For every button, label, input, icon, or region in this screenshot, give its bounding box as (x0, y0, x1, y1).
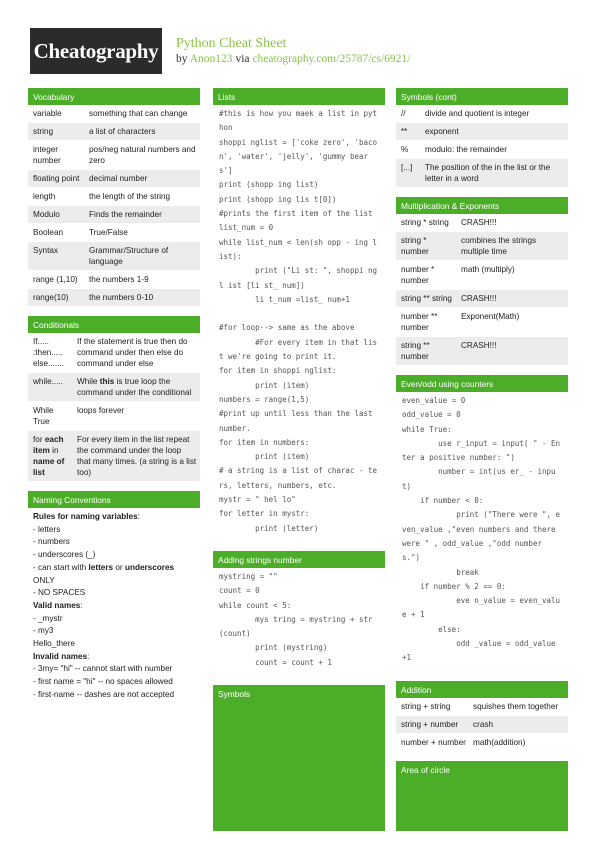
table-row (28, 271, 200, 289)
row-value: The position of the in the list or the letter in a word (425, 163, 551, 183)
row-key: string (33, 127, 54, 136)
table-row (396, 337, 568, 366)
row-value: loops forever (77, 406, 125, 415)
row-key: range(10) (33, 293, 69, 302)
text-line: - first name = "hi" -- no spaces allowed (33, 677, 173, 687)
code-line: mys tring = mystring + str(count) (219, 614, 373, 639)
addition-section (396, 681, 568, 752)
code-line: odd _value = odd_value +1 (402, 639, 561, 663)
code-line: break (402, 567, 479, 577)
even-odd-code-block (396, 392, 568, 672)
code-line: mystr = " hel lo" (219, 495, 296, 505)
bold-text: Invalid names (33, 651, 88, 661)
code-line: print ("Li st: ", shoppi ngl ist [li st_ num]) (219, 266, 378, 290)
symbols-section (213, 685, 385, 831)
table-row (396, 214, 568, 232)
row-key: number * number (401, 265, 435, 285)
row-key: number ** number (401, 312, 438, 332)
table-row (28, 373, 200, 402)
row-key: [...] (401, 163, 413, 172)
table-row (28, 333, 200, 373)
section-title: Symbols (218, 688, 251, 699)
code-line: list_num = 0 (219, 223, 274, 233)
code-line: for item in shoppi nglist: (219, 366, 337, 376)
text-run: : (137, 512, 140, 521)
code-line: odd_value = 0 (402, 410, 461, 420)
table-row (396, 308, 568, 337)
code-line: count = 0 (219, 586, 260, 596)
section-header (213, 685, 385, 702)
row-value: math (multiply) (461, 265, 515, 274)
row-key: integer number (33, 145, 61, 165)
byline (176, 53, 410, 65)
table-row (396, 261, 568, 290)
row-key: Syntax (33, 246, 59, 255)
section-title: Addition (401, 684, 432, 695)
text-line (33, 562, 195, 587)
section-title: Conditionals (33, 320, 80, 330)
cheatography-logo[interactable]: Cheatography (30, 28, 162, 74)
text-line: - 3my= "hi" -- cannot start with number (33, 664, 173, 674)
code-line: else: (402, 624, 461, 634)
table-row (396, 734, 568, 752)
table-row (28, 105, 200, 123)
code-line: eve n_value = even_value + 1 (402, 596, 561, 620)
row-value: exponent (425, 127, 459, 136)
table-row (28, 402, 200, 431)
table-row (28, 206, 200, 224)
row-value: divide and quotient is integer (425, 109, 530, 118)
table-row (28, 224, 200, 242)
row-value: crash (473, 719, 494, 729)
text-run: : (80, 600, 83, 610)
conditionals-table (28, 333, 200, 482)
code-line: li t_num =list_ num+1 (219, 294, 350, 304)
code-line: print (letter) (219, 523, 319, 533)
row-value: a list of characters (89, 127, 156, 136)
code-line: print (shopp ing list) (219, 180, 319, 190)
text-run: for (33, 435, 45, 444)
section-header (396, 375, 568, 392)
row-key: string ** string (401, 294, 452, 303)
text-line: Hello_there (33, 639, 75, 649)
text-line: - underscores (_) (33, 550, 96, 560)
text-line (33, 600, 195, 613)
row-key: string * number (401, 236, 429, 256)
row-key: Modulo (33, 210, 60, 219)
via-label: via (235, 53, 250, 65)
code-line: mystring = "" (219, 571, 278, 581)
multiplication-table (396, 214, 568, 366)
section-title: Adding strings number (218, 554, 302, 565)
text-run: is true loop the command under the conditional (77, 377, 192, 397)
section-title: Even/odd using counters (401, 379, 494, 389)
section-title: Naming Conventions (33, 495, 111, 505)
row-value: the numbers 1-9 (89, 275, 149, 284)
vocabulary-section (28, 88, 200, 307)
lists-section (213, 88, 385, 542)
table-row (396, 698, 568, 716)
code-line: for item in numbers: (219, 437, 310, 447)
code-line: #print up until less than the last number. (219, 409, 378, 433)
section-header (213, 551, 385, 568)
symbols-cont-table (396, 105, 568, 188)
text-line: - first-name -- dashes are not accepted (33, 689, 175, 699)
row-value: Grammar/Structure of language (89, 246, 169, 266)
even-odd-section (396, 375, 568, 672)
section-header (396, 681, 568, 698)
text-line (33, 651, 195, 664)
section-title: Multiplication & Exponents (401, 201, 500, 211)
table-row (396, 290, 568, 308)
text-run: in (49, 446, 59, 455)
bold-text: this (99, 377, 115, 386)
code-line: #For every item in that list we're going to print it. (219, 337, 378, 362)
row-value: Exponent(Math) (461, 312, 520, 321)
row-value: CRASH!!! (461, 218, 497, 227)
text-run: : (87, 651, 90, 661)
code-line: print ("There were ", even_value ,"even numbers and there were " , odd_value ,"odd number s.") (402, 510, 561, 563)
row-key: // (401, 109, 406, 118)
code-line: while list_num < len(sh opp - ing list): (219, 237, 378, 261)
multiplication-section (396, 197, 568, 366)
row-value: squishes them together (473, 701, 559, 711)
column-3 (396, 88, 568, 840)
conditionals-section (28, 316, 200, 482)
area-of-circle-section (396, 761, 568, 831)
table-row (28, 141, 200, 170)
table-row (396, 232, 568, 261)
adding-strings-section (213, 551, 385, 676)
row-value: Finds the remainder (89, 210, 162, 219)
text-line: - _mystr (33, 613, 63, 623)
symbols-cont-section (396, 88, 568, 188)
column-2 (213, 88, 385, 840)
row-value (74, 373, 200, 401)
row-key: range (1,10) (33, 275, 78, 284)
row-key: string + string (401, 701, 451, 711)
row-key: ** (401, 127, 408, 136)
author-link[interactable]: Anon123 (189, 53, 233, 65)
bold-text: underscores (124, 562, 175, 572)
row-key: string ** number (401, 341, 430, 361)
table-row (28, 289, 200, 307)
code-line: print (shopp ing lis t[0]) (219, 194, 337, 204)
code-line: print (item) (219, 452, 310, 462)
row-key: % (401, 145, 409, 154)
code-line: #for loop--> same as the above (219, 323, 355, 333)
code-line: numbers = range(1,5) (219, 394, 310, 404)
bold-text: Valid names (33, 600, 81, 610)
table-row (28, 170, 200, 188)
row-value: math(addition) (473, 737, 526, 747)
adding-code-block (213, 568, 385, 676)
section-title: Symbols (cont) (401, 92, 457, 102)
row-key: Boolean (33, 228, 64, 237)
text-line (33, 511, 195, 524)
source-url-link[interactable]: cheatography.com/25787/cs/6921/ (252, 53, 411, 65)
code-line: #this is how you maek a list in python (219, 109, 378, 133)
code-line (219, 307, 380, 321)
section-header (28, 491, 200, 508)
code-line: for letter in mystr: (219, 509, 310, 519)
row-key: variable (33, 109, 62, 118)
row-value: something that can change (89, 109, 188, 118)
row-value: decimal number (89, 174, 148, 183)
row-value: the length of the string (89, 192, 171, 201)
row-key: while..... (33, 377, 64, 386)
table-row (396, 123, 568, 141)
table-row (396, 141, 568, 159)
row-value: For every item in the list repeat the command under the loop that many times. (a string is a list too) (77, 435, 197, 477)
code-line: if number % 2 == 0: (402, 581, 506, 591)
column-1 (28, 88, 200, 714)
bold-text: letters (88, 562, 114, 572)
section-header (396, 197, 568, 214)
code-line: count = count + 1 (219, 657, 332, 667)
row-value: CRASH!!! (461, 294, 497, 303)
code-line: use r_input = input( " - Enter a positive number: ") (402, 438, 561, 463)
section-header (396, 761, 568, 778)
lists-code-block (213, 105, 385, 542)
code-line: even_value = 0 (402, 396, 466, 405)
code-line: while True: (402, 424, 452, 434)
row-key: length (33, 192, 56, 201)
row-value: combines the strings multiple time (461, 236, 537, 256)
code-line: if number < 0: (402, 496, 484, 506)
addition-table (396, 698, 568, 752)
row-key: string + number (401, 719, 459, 729)
code-line: number = int(us er_ - input) (402, 467, 556, 491)
text-line: - NO SPACES (33, 588, 86, 598)
section-header (396, 88, 568, 105)
bold-text: each item (33, 435, 64, 455)
section-title: Area of circle (401, 764, 450, 775)
table-row (396, 716, 568, 734)
section-header (213, 88, 385, 105)
table-row (28, 188, 200, 206)
page-header (30, 28, 570, 74)
section-header (28, 316, 200, 333)
by-label: by (176, 53, 188, 65)
bold-text: name of list (33, 457, 65, 477)
code-line: shoppi nglist = ['coke zero', 'bacon', 'water', 'jelly', 'gummy bears'] (219, 137, 378, 176)
page-title: Python Cheat Sheet (176, 36, 287, 51)
row-key: If..... :then..... else....... (33, 337, 64, 368)
table-row (28, 431, 200, 482)
code-line: print (mystring) (219, 643, 328, 653)
text-run: ONLY (33, 575, 55, 585)
row-key: floating point (33, 174, 80, 183)
naming-conventions-section (28, 491, 200, 705)
section-title: Vocabulary (33, 92, 75, 102)
table-row (28, 242, 200, 271)
vocabulary-table (28, 105, 200, 307)
text-run: While (77, 377, 100, 386)
row-value: modulo: the remainder (425, 145, 507, 154)
row-key: string * string (401, 218, 449, 227)
text-line: - numbers (33, 537, 70, 547)
naming-content (28, 508, 200, 705)
code-line: print (item) (219, 380, 310, 390)
row-value: If the statement is true then do command under then else do command under else (77, 337, 188, 368)
row-value: CRASH!!! (461, 341, 497, 350)
code-line: while count < 5: (219, 600, 292, 610)
row-key: While True (33, 406, 54, 426)
row-key: number + number (401, 737, 466, 747)
text-line: - my3 (33, 626, 54, 636)
text-run: - can start with (33, 562, 89, 572)
text-line: - letters (33, 524, 61, 534)
section-header (28, 88, 200, 105)
row-value: the numbers 0-10 (89, 293, 154, 302)
code-line: # a string is a list of charac - ters, letters, numbers, etc. (219, 466, 378, 490)
bold-text: Rules for naming variables (33, 512, 138, 521)
section-title: Lists (218, 92, 236, 102)
code-line: #prints the first item of the list (219, 209, 373, 219)
table-row (396, 159, 568, 188)
row-value: True/False (89, 228, 128, 237)
row-key (28, 431, 74, 481)
text-run: or (113, 562, 125, 572)
table-row (396, 105, 568, 123)
table-row (28, 123, 200, 141)
row-value: pos/neg natural numbers and zero (89, 145, 196, 165)
